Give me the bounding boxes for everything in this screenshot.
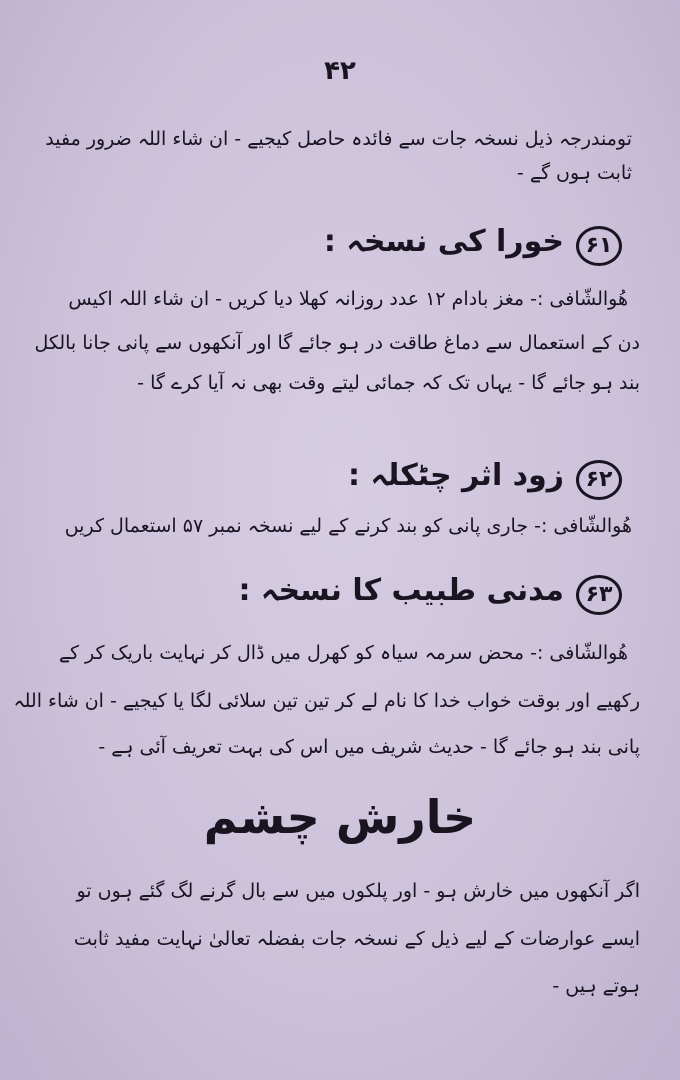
section-61-heading: خورا کی نسخہ : — [323, 224, 564, 259]
intro-line-2: ثابت ہوں گے - — [516, 162, 632, 184]
section-63-line-1: ھُوالشّافی :- محض سرمہ سیاہ کو کھرل میں ڈال کر نہایت باریک کر کے — [58, 642, 628, 664]
intro-line-1: تومندرجہ ذیل نسخہ جات سے فائدہ حاصل کیجیے - ان شاء اللہ ضرور مفید — [45, 128, 632, 150]
section-62-line-1: ھُوالشّافی :- جاری پانی کو بند کرنے کے لیے نسخہ نمبر ۵۷ استعمال کریں — [64, 515, 632, 537]
section-63-number-badge: ۶۳ — [576, 575, 622, 615]
section-61-line-1: ھُوالشّافی :- مغز بادام ۱۲ عدد روزانہ کھلا دیا کریں - ان شاء اللہ اکیس — [68, 288, 628, 310]
section-62-number-badge: ۶۲ — [576, 460, 622, 500]
section-61-number-badge: ۶۱ — [576, 226, 622, 266]
closing-line-2: ایسے عوارضات کے لیے ذیل کے نسخہ جات بفضلہ تعالیٰ نہایت مفید ثابت — [73, 928, 640, 950]
khaarish-chashm-heading: خارش چشم — [203, 790, 477, 844]
section-62-heading: زود اثر چٹکلہ : — [348, 458, 564, 493]
section-61-line-3: بند ہو جائے گا - یہاں تک کہ جمائی لیتے وقت بھی نہ آیا کرے گا - — [137, 372, 640, 394]
section-63-heading: مدنی طبیب کا نسخہ : — [238, 573, 564, 608]
closing-line-1: اگر آنکھوں میں خارش ہو - اور پلکوں میں سے بال گرنے لگ گئے ہوں تو — [76, 880, 640, 902]
page-number: ۴۲ — [324, 56, 356, 86]
section-63-line-3: پانی بند ہو جائے گا - حدیث شریف میں اس کی بہت تعریف آئی ہے - — [98, 736, 640, 758]
closing-line-3: ہوتے ہیں - — [552, 975, 640, 997]
section-61-line-2: دن کے استعمال سے دماغ طاقت در ہو جائے گا اور آنکھوں سے پانی جانا بالکل — [34, 332, 640, 354]
section-63-line-2: رکھیے اور بوقت خواب خدا کا نام لے کر تین تین سلائی لگا یا کیجیے - ان شاء اللہ — [13, 690, 640, 712]
